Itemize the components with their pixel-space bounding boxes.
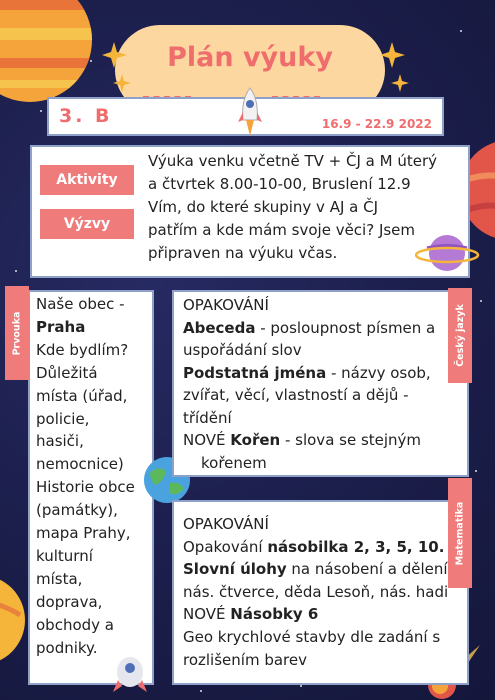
matematika-topic-desc: Opakování bbox=[183, 537, 268, 556]
star bbox=[200, 690, 202, 692]
prvouka-line: obchody a bbox=[36, 615, 114, 634]
new-label: NOVÉ bbox=[183, 431, 231, 449]
cesky-topic-desc: - posloupnost písmen a bbox=[255, 318, 436, 337]
matematika-topic-desc: na násobení a dělení bbox=[286, 560, 448, 579]
star bbox=[300, 685, 302, 687]
spaceship-icon bbox=[110, 650, 150, 695]
star bbox=[475, 470, 477, 472]
cesky-text bbox=[183, 294, 435, 474]
star bbox=[15, 270, 17, 272]
prvouka-line: Kde bydlím? bbox=[36, 340, 129, 359]
prvouka-line: policie, bbox=[36, 409, 90, 428]
cesky-card bbox=[172, 290, 469, 477]
cesky-heading: OPAKOVÁNÍ bbox=[183, 296, 269, 314]
matematika-topic-desc: nás. čtverce, děda Lesoň, nás. hadi bbox=[183, 582, 449, 601]
prvouka-line: Důležitá bbox=[36, 363, 98, 382]
rocket-icon bbox=[237, 86, 263, 142]
activities-text bbox=[148, 150, 437, 265]
matematika-topic: Slovní úlohy bbox=[183, 560, 287, 579]
page-title: Plán výuky bbox=[167, 42, 333, 73]
prvouka-text bbox=[36, 293, 135, 660]
cesky-topic: Kořen bbox=[230, 431, 281, 449]
new-label: NOVÉ bbox=[183, 605, 231, 624]
prvouka-line: podniky. bbox=[36, 638, 98, 657]
activities-line: a čtvrtek 8.00-10-00, Bruslení 12.9 bbox=[148, 175, 411, 193]
challenges-label: Výzvy bbox=[40, 209, 134, 239]
challenges-line: Vím, do které skupiny v AJ a ČJ bbox=[148, 198, 379, 216]
matematika-topic: násobilka 2, 3, 5, 10. bbox=[267, 537, 445, 556]
cesky-topic-desc: uspořádání slov bbox=[183, 341, 302, 359]
matematika-tab-label: Matematika bbox=[454, 501, 466, 565]
ringed-planet-icon bbox=[415, 228, 480, 278]
star bbox=[480, 300, 482, 302]
prvouka-line: hasiči, bbox=[36, 432, 84, 451]
prvouka-line: místa (úřad, bbox=[36, 386, 128, 405]
prvouka-line: Praha bbox=[36, 317, 86, 336]
cesky-topic-desc: zvířat, věcí, vlastností a dějů - bbox=[183, 386, 409, 404]
prvouka-line: (památky), bbox=[36, 501, 118, 520]
prvouka-line: kulturní bbox=[36, 546, 93, 565]
prvouka-line: mapa Prahy, bbox=[36, 524, 131, 543]
prvouka-line: nemocnice) bbox=[36, 455, 124, 474]
matematika-tab bbox=[448, 478, 472, 588]
cesky-tab bbox=[448, 288, 472, 383]
matematika-topic: Násobky 6 bbox=[230, 605, 319, 624]
prvouka-card bbox=[28, 290, 154, 685]
cesky-topic: Podstatná jména bbox=[183, 363, 327, 382]
prvouka-line: Naše obec - bbox=[36, 295, 125, 313]
prvouka-tab-label: Prvouka bbox=[11, 311, 23, 355]
matematika-topic-desc: rozlišením barev bbox=[183, 650, 307, 669]
activities-card bbox=[30, 145, 470, 278]
date-range: 16.9 - 22.9 2022 bbox=[321, 117, 432, 131]
star bbox=[460, 30, 462, 32]
prvouka-line: Historie obce bbox=[36, 478, 135, 497]
cesky-tab-label: Český jazyk bbox=[454, 304, 466, 367]
matematika-heading: OPAKOVÁNÍ bbox=[183, 515, 269, 533]
matematika-topic-desc: Geo krychlové stavby dle zadání s bbox=[183, 627, 441, 646]
activities-line: Výuka venku včetně TV + ČJ a M úterý bbox=[148, 152, 437, 170]
cesky-topic-desc: kořenem bbox=[201, 453, 267, 472]
cesky-topic-desc: - názvy osob, bbox=[326, 363, 431, 382]
class-label: 3. B bbox=[59, 105, 113, 127]
challenges-line: připraven na výuku včas. bbox=[148, 244, 338, 262]
prvouka-line: místa, bbox=[36, 569, 83, 588]
matematika-card bbox=[172, 500, 469, 685]
prvouka-line: doprava, bbox=[36, 592, 103, 611]
cesky-topic-desc: třídění bbox=[183, 408, 232, 427]
matematika-text bbox=[183, 513, 448, 671]
prvouka-tab bbox=[5, 286, 29, 380]
cesky-topic-desc: - slova se stejným bbox=[280, 431, 422, 449]
activities-label: Aktivity bbox=[40, 165, 134, 195]
yellow-planet-icon bbox=[0, 560, 30, 680]
cesky-topic: Abeceda bbox=[183, 318, 256, 337]
challenges-line: patřím a kde mám svoje věci? Jsem bbox=[148, 221, 416, 239]
